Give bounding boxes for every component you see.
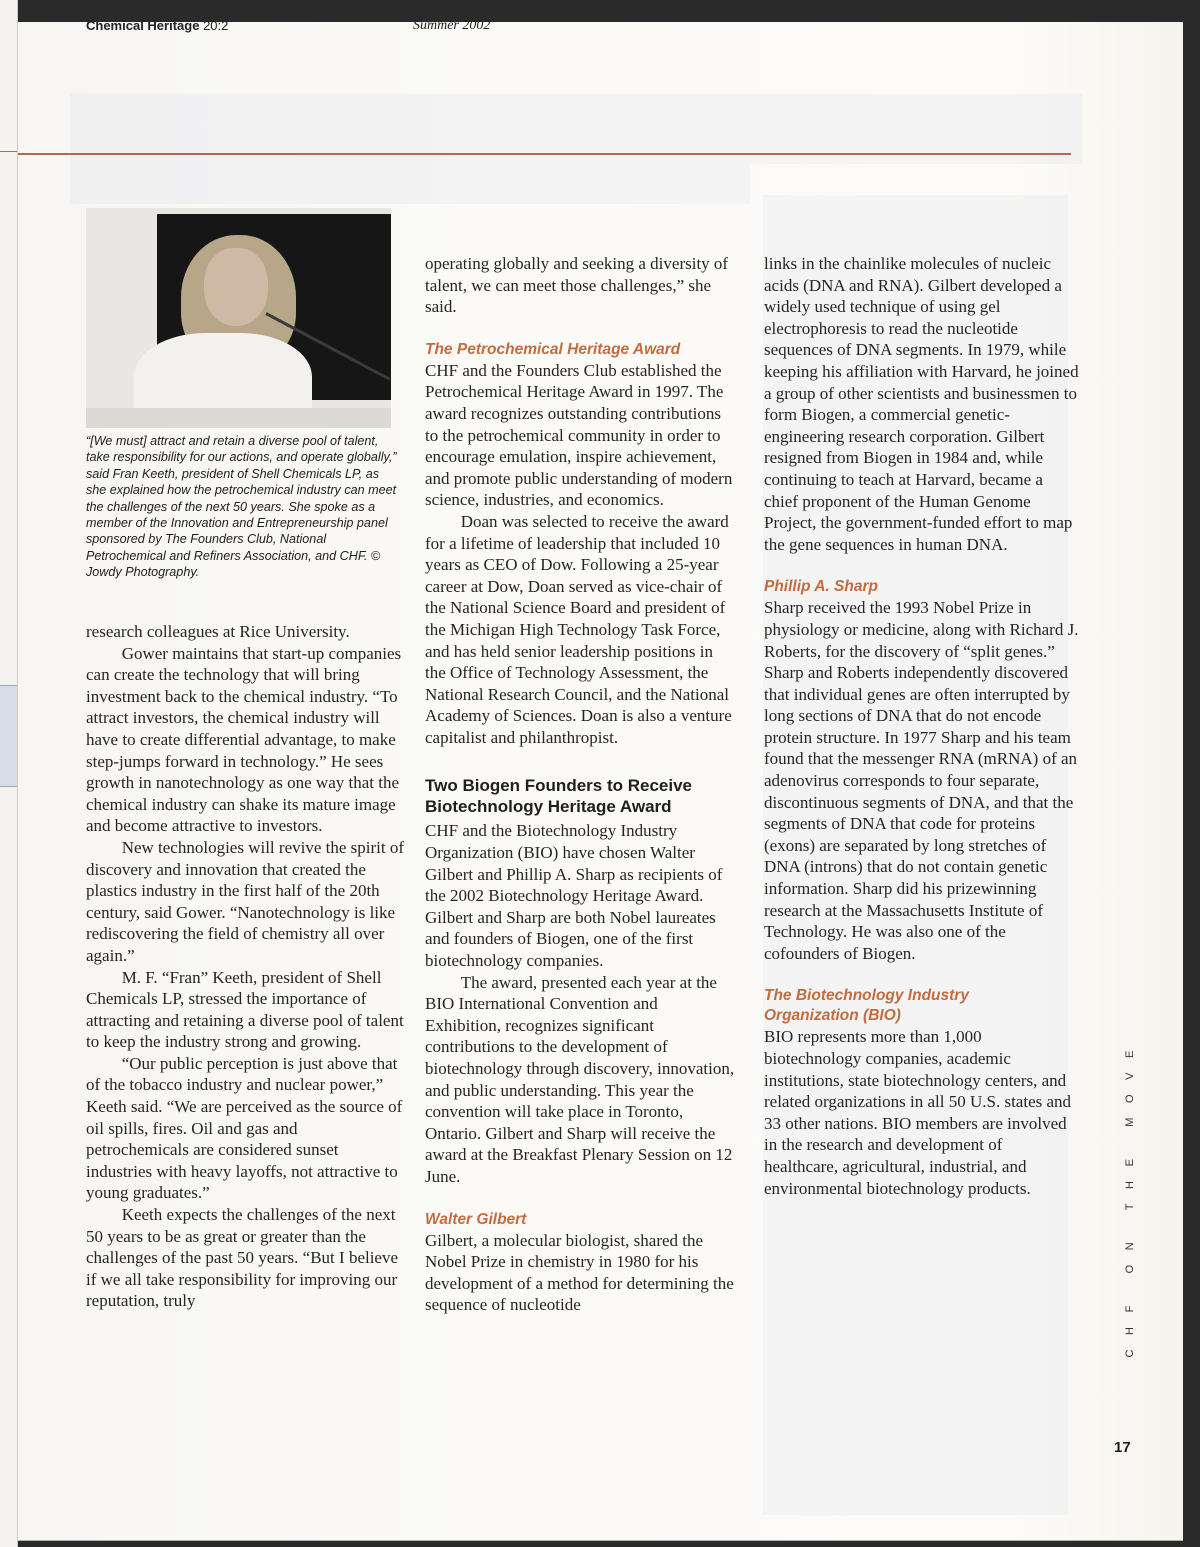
adjacent-page-rule — [0, 151, 17, 152]
bleed-through-banner-2 — [70, 164, 750, 204]
paragraph: Gower maintains that start-up companies can create the technology that will bring investment back to the chemical industry. “To attract investors, the chemical industry will have to create differential advantage, to make step-jumps forward in technology.” He sees growth in nanotechnology as one way that the chemical industry can shake its mature image and become attractive to investors. — [86, 643, 402, 836]
header-rule — [18, 153, 1071, 155]
heading-line: The Biotechnology Industry — [764, 987, 969, 1005]
section-heading-biogen — [425, 775, 735, 817]
subhead-bio-organization — [764, 986, 1080, 1026]
paragraph: M. F. “Fran” Keeth, president of Shell Chemicals LP, stressed the importance of attracting and retaining a diverse pool of talent to keep the industry strong and growing. — [86, 967, 404, 1052]
column-3 — [764, 253, 1080, 1199]
paragraph: Keeth expects the challenges of the next 50 years to be as great or greater than the challenges of the past 50 years. “But I believe if we all take responsibility for improving our reputation, truly — [86, 1205, 399, 1311]
page-number: 17 — [1114, 1439, 1131, 1456]
paragraph: Gilbert, a molecular biologist, shared the Nobel Prize in chemistry in 1980 for his development of a method for determining the sequence of nucleotide — [425, 1230, 734, 1315]
paragraph: BIO represents more than 1,000 biotechnology companies, academic institutions, state biotechnology centers, and related organizations in all 50 U.S. states and 33 other nations. BIO members are involved in the research and development of healthcare, agricultural, industrial, and environmental biotechnology products. — [764, 1027, 1072, 1198]
issue-date: Summer 2002 — [413, 18, 491, 33]
subhead-phillip-sharp: Phillip A. Sharp — [764, 578, 878, 596]
journal-name: Chemical Heritage — [86, 18, 200, 33]
photo-fran-keeth — [86, 208, 391, 428]
journal-title — [86, 18, 228, 33]
adjacent-page-edge — [0, 0, 18, 1547]
paragraph: Sharp received the 1993 Nobel Prize in physiology or medicine, along with Richard J. Roberts, for the discovery of “split genes.” Sharp and Roberts independently discovered that individual genes are often interrupted by long sections of DNA that do not encode protein structure. In 1977 Sharp and his team found that the messenger RNA (mRNA) of an adenovirus corresponds to four separate, discontinuous segments of DNA, and that the segments of DNA that code for proteins (exons) are separated by long stretches of DNA (introns) that do not contain genetic information. Sharp did his prizewinning research at the Massachusetts Institute of Technology. He was also one of the cofounders of Biogen. — [764, 598, 1079, 963]
paragraph: research colleagues at Rice University. — [86, 622, 350, 641]
section-label-vertical — [1110, 1036, 1150, 1456]
paragraph: links in the chainlike molecules of nucleic acids (DNA and RNA). Gilbert developed a widely used technique of using gel electrophoresis to read the nucleotide sequences of DNA segments. In 1979, while keeping his affiliation with Harvard, he joined a group of other scientists and businessmen to form Biogen, a commercial genetic-engineering research corporation. Gilbert resigned from Biogen in 1984 and, while continuing to teach at Harvard, became a chief proponent of the Human Genome Project, the government-funded effort to map the gene sequences in human DNA. — [764, 254, 1079, 554]
paragraph: The award, presented each year at the BIO International Convention and Exhibition, recognizes significant contributions to the development of biotechnology through discovery, innovation, and public understanding. This year the convention will take place in Toronto, Ontario. Gilbert and Sharp will receive the award at the Breakfast Plenary Session on 12 June. — [425, 972, 735, 1186]
column-1 — [86, 621, 404, 1312]
paragraph: “Our public perception is just above that of the tobacco industry and nuclear power,” Keeth said. “We are perceived as the source of oil spills, fires. Oil and gas and petrochemicals are considered sunset industries with heavy layoffs, not attractive to young graduates.” — [86, 1053, 403, 1203]
heading-line: Organization (BIO) — [764, 1007, 901, 1025]
section-label-text: CHF ON THE MOVE — [1124, 1036, 1136, 1358]
paragraph: CHF and the Biotechnology Industry Organization (BIO) have chosen Walter Gilbert and Phillip A. Sharp as recipients of the 2002 Biotechnology Heritage Award. Gilbert and Sharp are both Nobel laureates and founders of Biogen, one of the first biotechnology companies. — [425, 821, 723, 971]
adjacent-page-tab — [0, 685, 17, 787]
paragraph: Doan was selected to receive the award for a lifetime of leadership that included 10 years as CEO of Dow. Following a 25-year career at Dow, Doan served as vice-chair of the National Science Board and president of the Michigan High Technology Task Force, and has held senior leadership positions in the Office of Technology Assessment, the National Research Council, and the National Academy of Sciences. Doan is also a venture capitalist and philanthropist. — [425, 511, 732, 747]
photo-caption: “[We must] attract and retain a diverse pool of talent, take responsibility for our actions, and operate globally,” said Fran Keeth, president of Shell Chemicals LP, as she explained how the petrochemical industry can meet the challenges of the next 50 years. She spoke as a member of the Innovation and Entrepreneurship panel sponsored by The Founders Club, National Petrochemical and Refiners Association, and CHF. © Jowdy Photography. — [86, 434, 397, 580]
column-2 — [425, 253, 735, 1316]
subhead-petrochemical-award: The Petrochemical Heritage Award — [425, 340, 681, 358]
heading-line: Biotechnology Heritage Award — [425, 797, 672, 817]
photo-subject-face — [204, 248, 268, 326]
heading-line: Two Biogen Founders to Receive — [425, 776, 692, 796]
photo-podium — [86, 408, 391, 428]
volume-issue: 20:2 — [203, 18, 229, 33]
subhead-walter-gilbert: Walter Gilbert — [425, 1210, 527, 1228]
paragraph: CHF and the Founders Club established the Petrochemical Heritage Award in 1997. The award recognizes outstanding contributions to the petrochemical community in order to encourage emulation, inspire achievement, and promote public understanding of modern science, industries, and economics. — [425, 360, 733, 510]
paragraph: New technologies will revive the spirit of discovery and innovation that created the plastics industry in the first half of the 20th century, said Gower. “Nanotechnology is like rediscovering the field of chemistry all over again.” — [86, 837, 405, 965]
paragraph: operating globally and seeking a diversity of talent, we can meet those challenges,” she said. — [425, 254, 729, 317]
